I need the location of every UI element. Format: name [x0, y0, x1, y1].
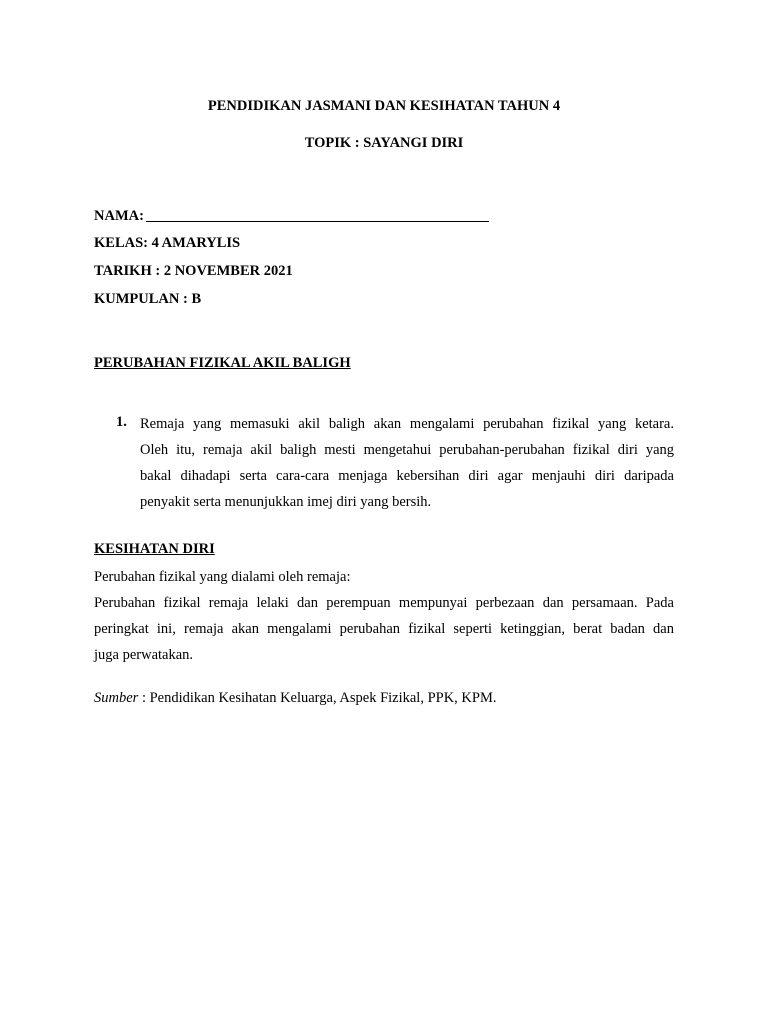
group-field: KUMPULAN : B	[94, 291, 202, 307]
paragraph-personal-health	[94, 564, 674, 668]
paragraph-line: Oleh itu, remaja akil baligh mesti mengetahui perubahan-perubahan fizikal diri yang	[140, 442, 674, 458]
section-heading-personal-health: KESIHATAN DIRI	[94, 541, 215, 557]
name-blank-line	[146, 207, 489, 222]
paragraph-line: Remaja yang memasuki akil baligh akan mengalami perubahan fizikal yang ketara.	[140, 416, 674, 432]
paragraph-line: penyakit serta menunjukkan imej diri yang bersih.	[140, 494, 432, 510]
paragraph-line: peringkat ini, remaja akan mengalami perubahan fizikal seperti ketinggian, berat badan dan	[94, 621, 674, 637]
paragraph-line: juga perwatakan.	[94, 647, 194, 663]
document-title: PENDIDIKAN JASMANI DAN KESIHATAN TAHUN 4	[207, 98, 561, 114]
source-label: Sumber	[94, 690, 139, 706]
section-heading-physical-changes: PERUBAHAN FIZIKAL AKIL BALIGH	[94, 355, 351, 371]
class-field: KELAS: 4 AMARYLIS	[94, 235, 241, 251]
list-number: 1.	[116, 414, 127, 430]
paragraph-line: Perubahan fizikal remaja lelaki dan perempuan mempunyai perbezaan dan persamaan. Pada	[94, 595, 674, 611]
source-text: Pendidikan Kesihatan Keluarga, Aspek Fizikal, PPK, KPM.	[149, 690, 497, 706]
date-field: TARIKH : 2 NOVEMBER 2021	[94, 263, 293, 279]
paragraph-intro: Perubahan fizikal yang dialami oleh remaja:	[94, 569, 351, 585]
topic-title: TOPIK : SAYANGI DIRI	[304, 135, 464, 151]
name-field	[94, 207, 489, 225]
paragraph-physical-changes	[140, 411, 674, 515]
source-separator: :	[138, 690, 150, 706]
paragraph-line: bakal dihadapi serta cara-cara menjaga kebersihan diri agar menjauhi diri daripada	[140, 468, 674, 484]
name-label: NAMA:	[94, 208, 144, 224]
source-citation	[94, 690, 497, 707]
